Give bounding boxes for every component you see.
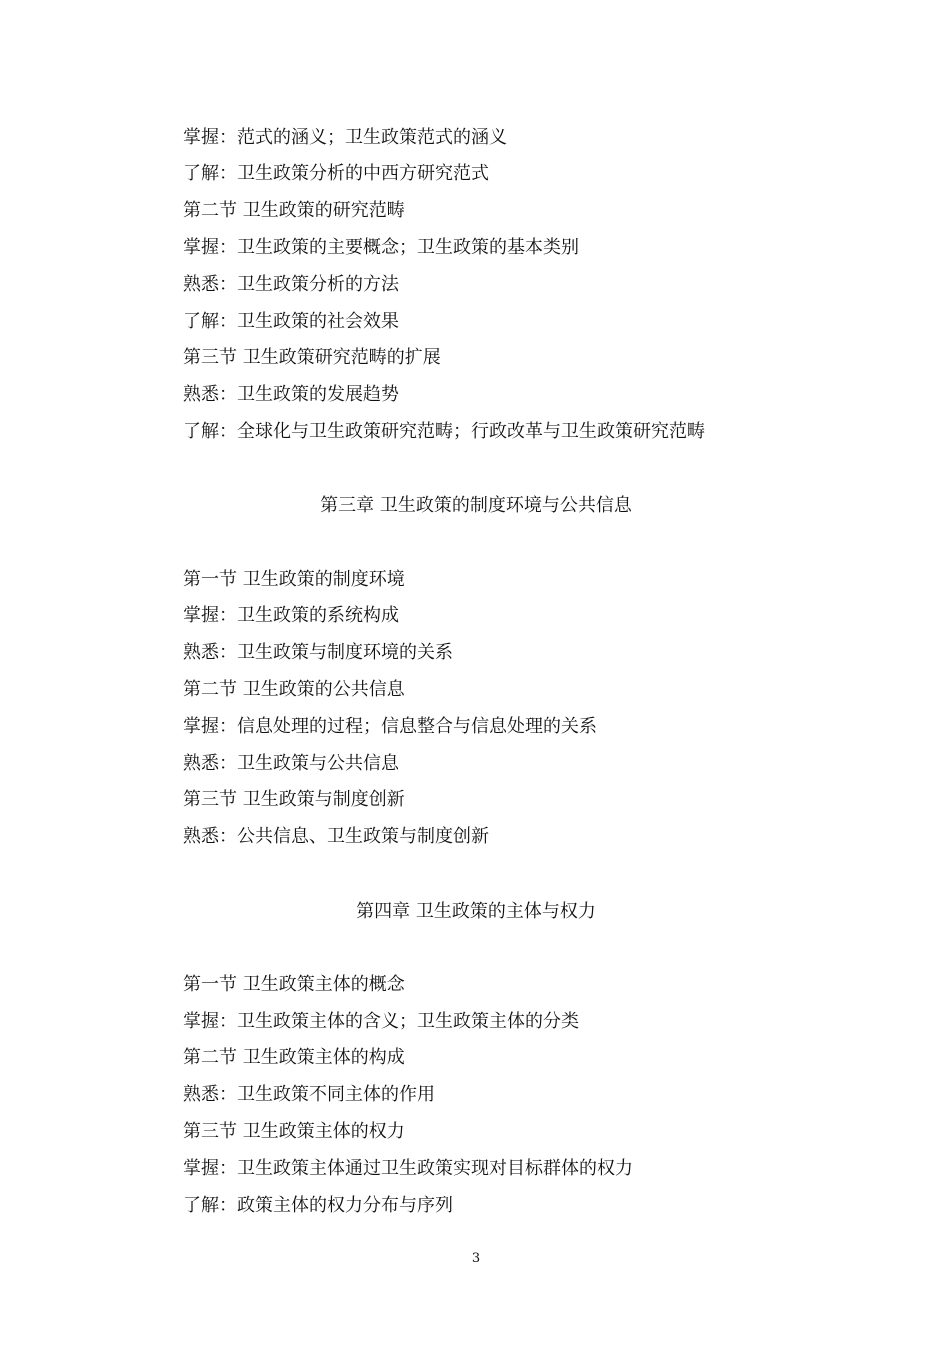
text-line: 熟悉：卫生政策与制度环境的关系 — [183, 642, 453, 663]
text-line: 掌握：卫生政策主体通过卫生政策实现对目标群体的权力 — [183, 1158, 633, 1179]
section-heading: 第一节 卫生政策主体的概念 — [183, 974, 405, 995]
text-line: 掌握：信息处理的过程；信息整合与信息处理的关系 — [183, 716, 597, 737]
section-heading: 第一节 卫生政策的制度环境 — [183, 569, 405, 590]
text-line: 了解：卫生政策的社会效果 — [183, 311, 399, 332]
page-number: 3 — [471, 1251, 481, 1266]
text-line: 掌握：卫生政策的系统构成 — [183, 605, 399, 626]
text-line: 掌握：卫生政策主体的含义；卫生政策主体的分类 — [183, 1011, 579, 1032]
text-line: 熟悉：卫生政策不同主体的作用 — [183, 1084, 435, 1105]
text-line: 熟悉：公共信息、卫生政策与制度创新 — [183, 826, 489, 847]
section-heading: 第三节 卫生政策主体的权力 — [183, 1121, 405, 1142]
text-line: 了解：卫生政策分析的中西方研究范式 — [183, 163, 489, 184]
text-line: 掌握：范式的涵义；卫生政策范式的涵义 — [183, 127, 507, 148]
section-heading: 第三节 卫生政策与制度创新 — [183, 789, 405, 810]
chapter-title: 第三章 卫生政策的制度环境与公共信息 — [320, 495, 632, 516]
text-line: 掌握：卫生政策的主要概念；卫生政策的基本类别 — [183, 237, 579, 258]
text-line: 了解：全球化与卫生政策研究范畴；行政改革与卫生政策研究范畴 — [183, 421, 705, 442]
section-heading: 第二节 卫生政策的公共信息 — [183, 679, 405, 700]
text-line: 熟悉：卫生政策分析的方法 — [183, 274, 399, 295]
section-heading: 第二节 卫生政策的研究范畴 — [183, 200, 405, 221]
chapter-title: 第四章 卫生政策的主体与权力 — [356, 901, 596, 922]
text-line: 熟悉：卫生政策与公共信息 — [183, 753, 399, 774]
text-line: 熟悉：卫生政策的发展趋势 — [183, 384, 399, 405]
text-line: 了解：政策主体的权力分布与序列 — [183, 1195, 453, 1216]
section-heading: 第二节 卫生政策主体的构成 — [183, 1047, 405, 1068]
section-heading: 第三节 卫生政策研究范畴的扩展 — [183, 347, 441, 368]
